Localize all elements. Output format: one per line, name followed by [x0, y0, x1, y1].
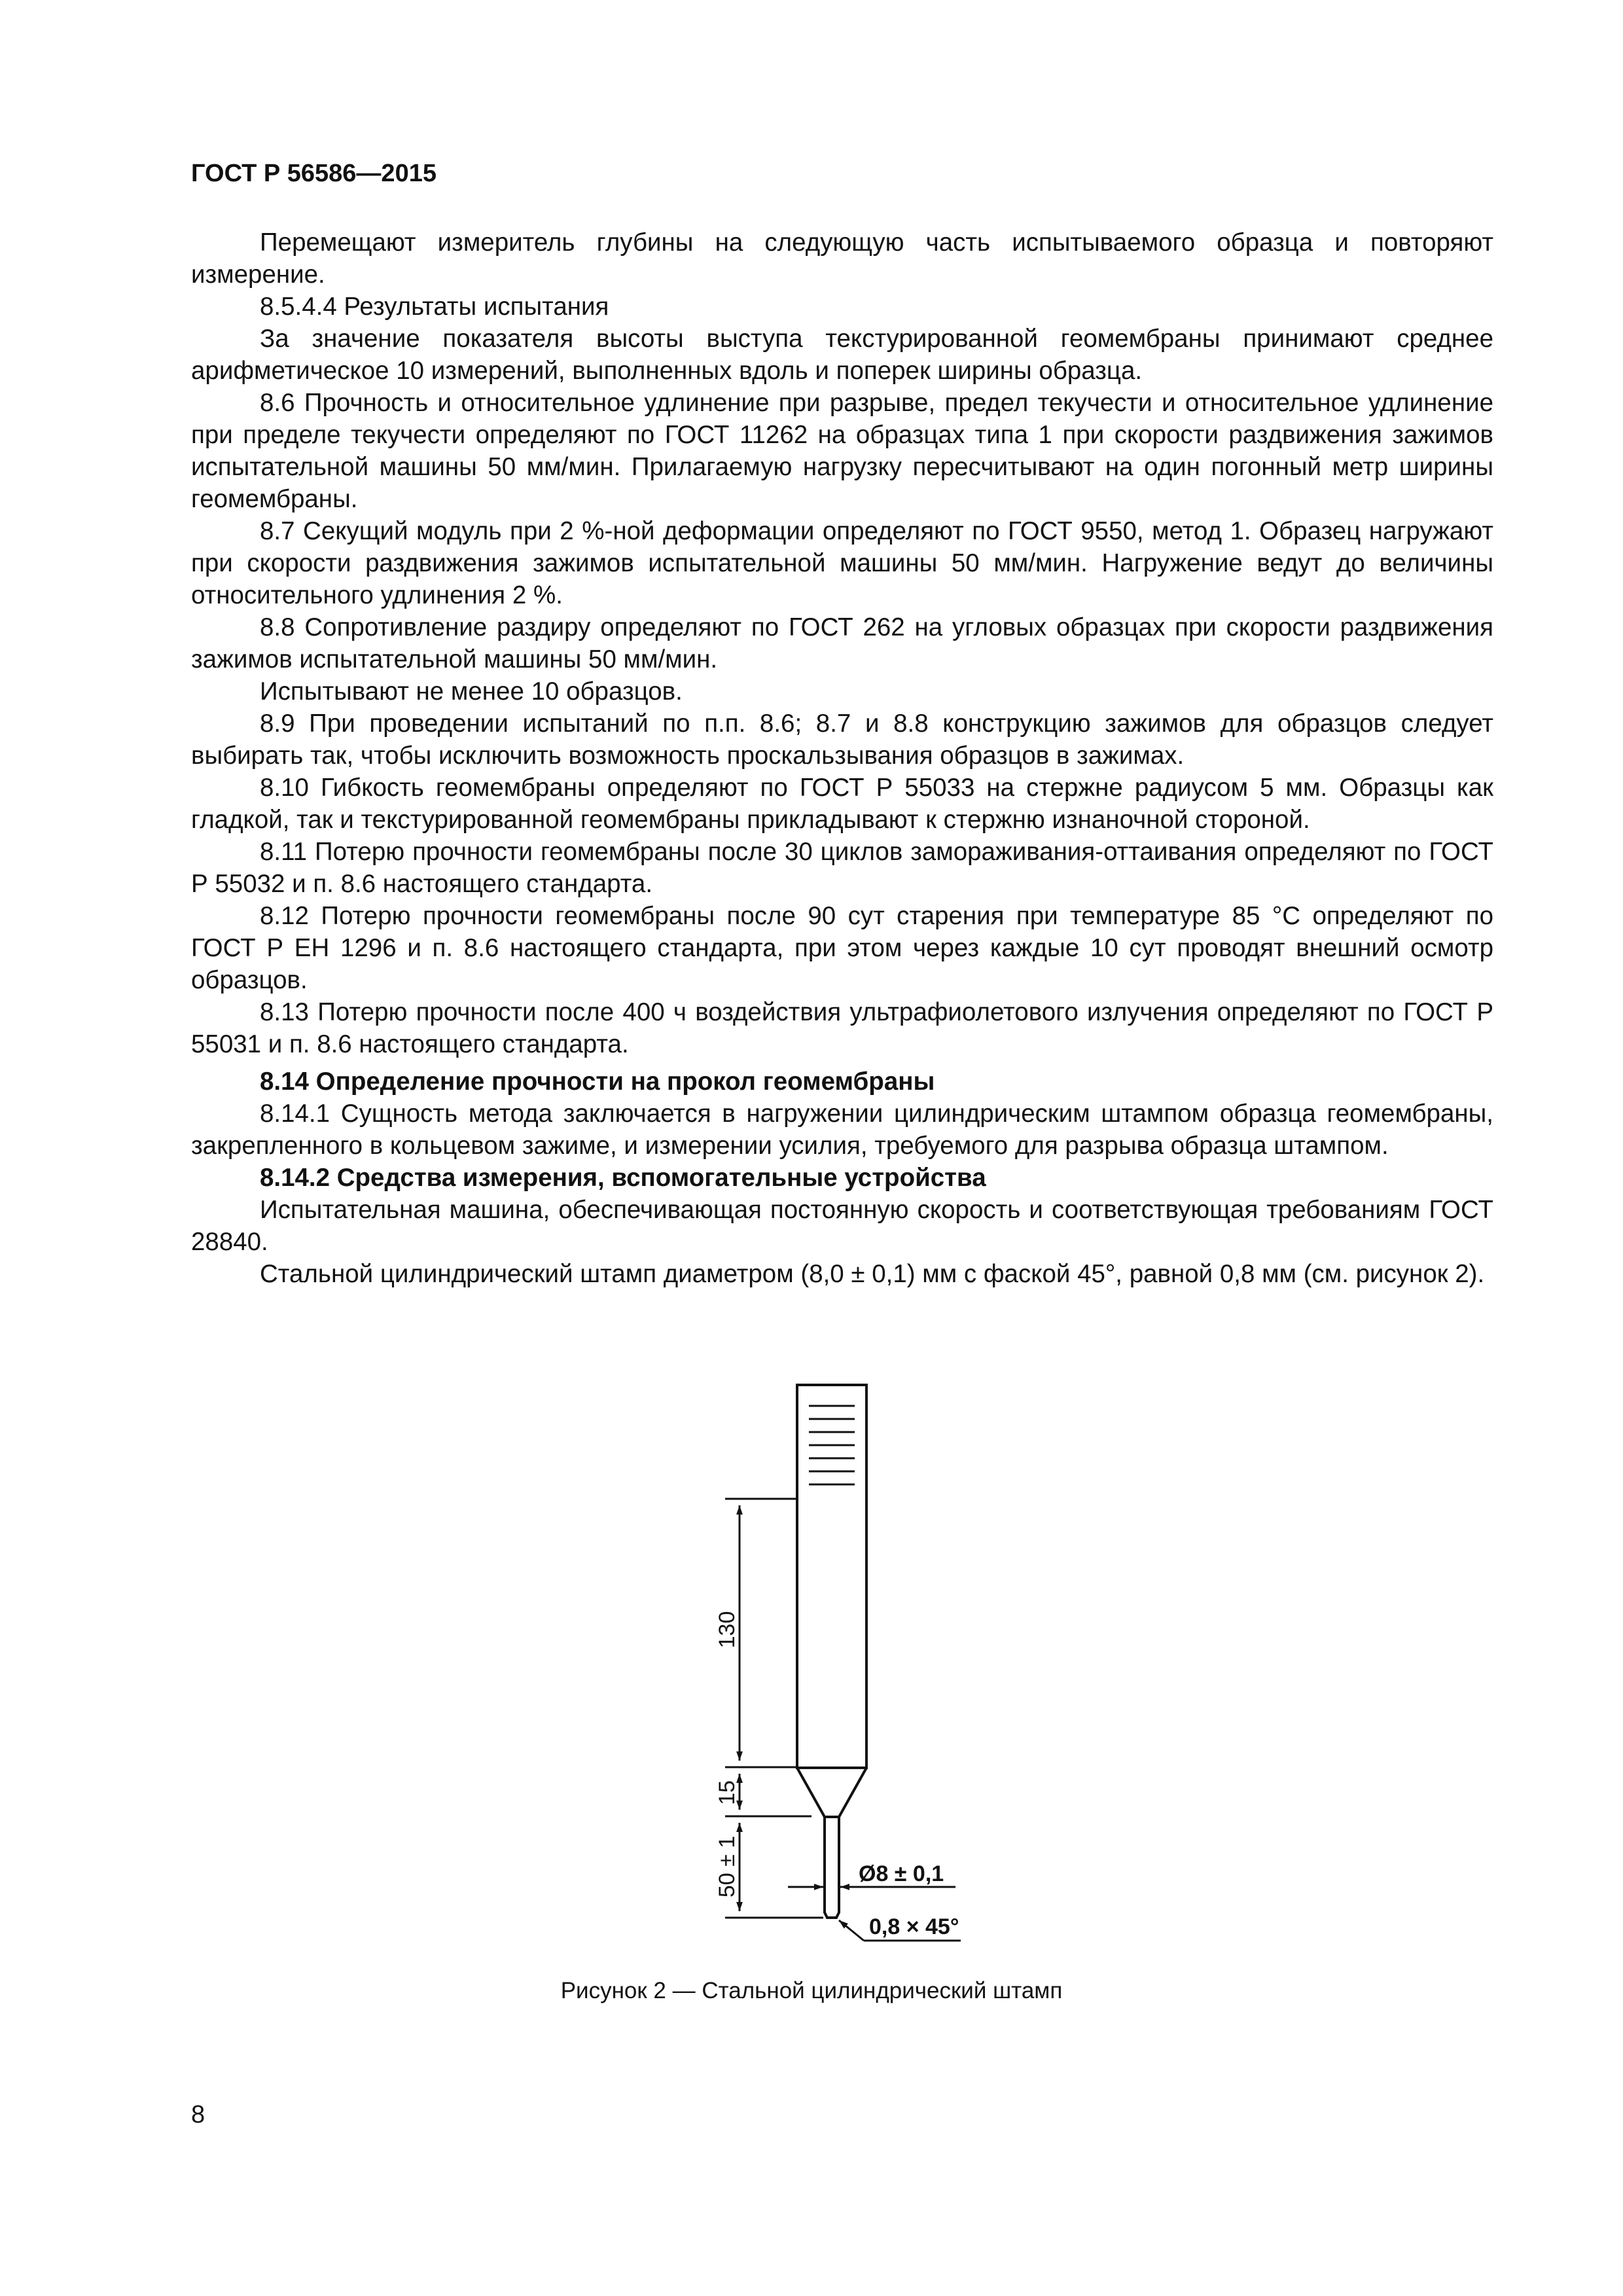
dim-label-15: 15 [715, 1780, 740, 1805]
subsection-heading: 8.14.2 Средства измерения, вспомогательные устройства [260, 1164, 986, 1192]
document-code-header: ГОСТ Р 56586—2015 [191, 160, 437, 187]
paragraph: 8.12 Потерю прочности геомембраны после 90 сут старения при температуре 85 °С определяют по ГОСТ Р ЕН 1296 и п. 8.6 настоящего стандарта, при этом через каждые 10 сут проводят внешний осмотр образцов. [191, 902, 1493, 994]
paragraph: 8.9 При проведении испытаний по п.п. 8.6; 8.7 и 8.8 конструкцию зажимов для образцов следует выбирать так, чтобы исключить возможность проскальзывания образцов в зажимах. [191, 709, 1493, 770]
paragraph: 8.13 Потерю прочности после 400 ч воздействия ультрафиолетового излучения определяют по ГОСТ Р 55031 и п. 8.6 настоящего стандарта. [191, 998, 1493, 1058]
paragraph: 8.8 Сопротивление раздиру определяют по ГОСТ 262 на угловых образцах при скорости раздвижения зажимов испытательной машины 50 мм/мин. [191, 613, 1493, 673]
paragraph: 8.6 Прочность и относительное удлинение при разрыве, предел текучести и относительное удлинение при пределе текучести определяют по ГОСТ 11262 на образцах типа 1 при скорости раздвижения зажимов испытательной машины 50 мм/мин. Прилагаемую нагрузку пересчитывают на один погонный метр ширины геомембраны. [191, 389, 1493, 513]
chamfer-label: 0,8 × 45° [869, 1914, 959, 1939]
body-text [191, 226, 1493, 1290]
punch-tip [825, 1817, 839, 1918]
paragraph: За значение показателя высоты выступа текстурированной геомембраны принимают среднее арифметическое 10 измерений, выполненных вдоль и поперек ширины образца. [191, 325, 1493, 385]
paragraph: 8.11 Потерю прочности геомембраны после 30 циклов замораживания-оттаивания определяют по ГОСТ Р 55032 и п. 8.6 настоящего стандарта. [191, 838, 1493, 898]
section-heading: 8.14 Определение прочности на прокол геомембраны [260, 1067, 935, 1096]
paragraph: 8.7 Секущий модуль при 2 %-ной деформации определяют по ГОСТ 9550, метод 1. Образец нагружают при скорости раздвижения зажимов испытательной машины 50 мм/мин. Нагружение ведут до величины относительного удлинения 2 %. [191, 517, 1493, 609]
paragraph: 8.10 Гибкость геомембраны определяют по ГОСТ Р 55033 на стержне радиусом 5 мм. Образцы как гладкой, так и текстурированной геомембраны прикладывают к стержню изнаночной стороной. [191, 774, 1493, 834]
figure-caption: Рисунок 2 — Стальной цилиндрический штамп [560, 1978, 1063, 2003]
punch-shank [797, 1385, 866, 1768]
punch-drawing [0, 1374, 1623, 1964]
paragraph: Испытательная машина, обеспечивающая постоянную скорость и соответствующая требованиям ГОСТ 28840. [191, 1196, 1493, 1256]
paragraph: Перемещают измеритель глубины на следующую часть испытываемого образца и повторяют измерение. [191, 228, 1493, 289]
dim-label-50: 50 ± 1 [715, 1835, 740, 1898]
diameter-label: Ø8 ± 0,1 [859, 1861, 944, 1886]
paragraph: Стальной цилиндрический штамп диаметром (8,0 ± 0,1) мм с фаской 45°, равной 0,8 мм (см. рисунок 2). [260, 1260, 1485, 1288]
punch-taper [797, 1768, 866, 1817]
paragraph: 8.14.1 Сущность метода заключается в нагружении цилиндрическим штампом образца геомембраны, закрепленного в кольцевом зажиме, и измерении усилия, требуемого для разрыва образца штампом. [191, 1100, 1493, 1160]
dim-label-130: 130 [715, 1611, 740, 1649]
paragraph: 8.5.4.4 Результаты испытания [260, 293, 609, 321]
page-number: 8 [191, 2101, 205, 2128]
paragraph: Испытывают не менее 10 образцов. [260, 677, 683, 706]
grip-hatching [809, 1406, 855, 1484]
